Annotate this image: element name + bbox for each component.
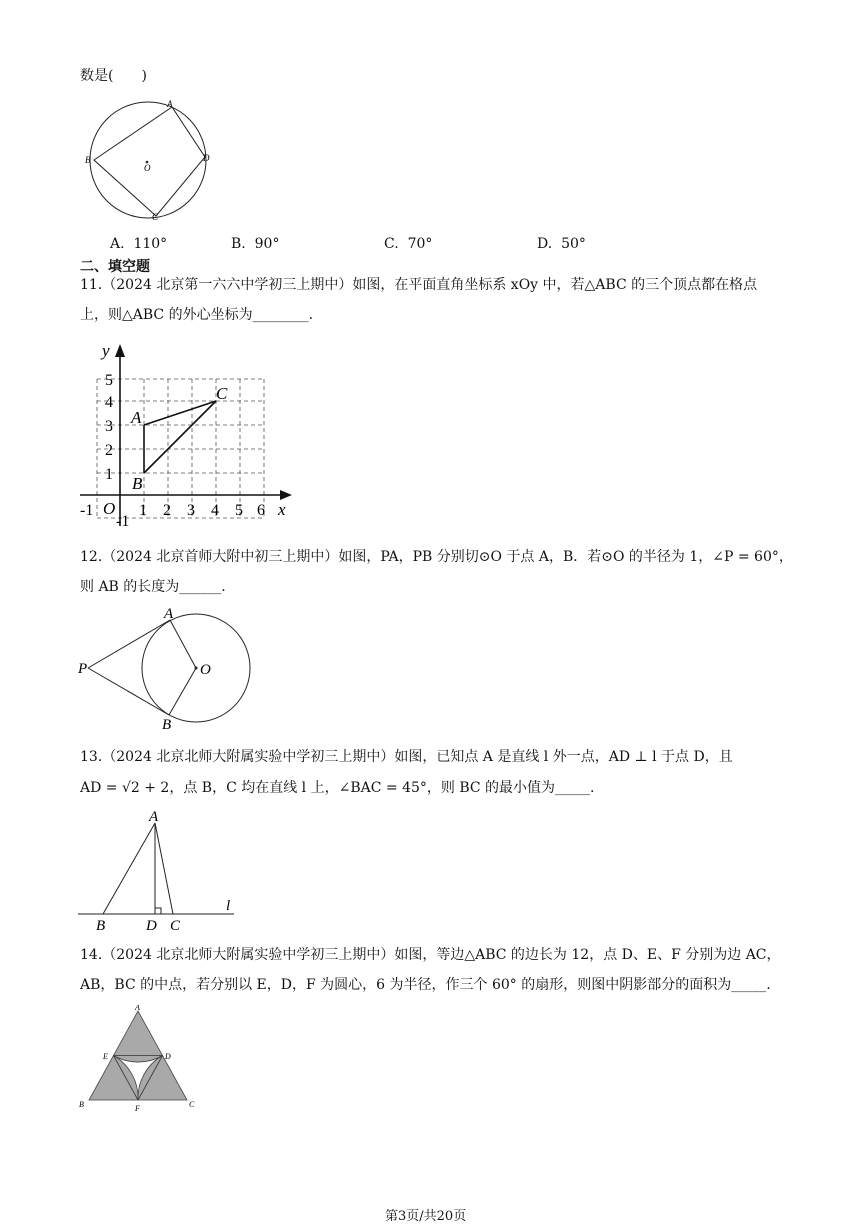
x-tick: 5 (235, 502, 243, 519)
q13-line2: AD = √2 + 2，点 B，C 均在直线 l 上，∠BAC = 45°，则 BC 的最小值为_____. (80, 780, 595, 796)
y-tick: 4 (105, 394, 113, 411)
option-d: D. 50° (537, 236, 586, 252)
q12-line1: 12.（2024 北京首师大附中初三上期中）如图，PA，PB 分别切⊙O 于点 A，B．若⊙O 的半径为 1，∠P = 60°， (80, 549, 793, 565)
label-O: O (144, 163, 151, 173)
label-A: A (149, 809, 159, 825)
option-a: A. 110° (110, 236, 168, 252)
q14-line2: AB，BC 的中点，若分别以 E，D，F 为圆心，6 为半径，作三个 60° 的扇形，则图中阴影部分的面积为_____. (80, 977, 771, 993)
point-B-label: B (132, 474, 143, 493)
axis-x-label: x (278, 500, 286, 519)
figure-triangle-line (76, 806, 241, 934)
x-tick: 1 (139, 502, 147, 519)
y-tick: 2 (105, 442, 113, 459)
label-B: B (79, 1100, 84, 1109)
x-tick: 2 (163, 502, 171, 519)
label-l: l (226, 898, 231, 914)
label-P: P (78, 661, 88, 677)
q12-line2: 则 AB 的长度为______. (80, 579, 226, 595)
figure-circle-quadrilateral (80, 95, 230, 225)
y-tick: 3 (105, 418, 113, 435)
y-tick: 1 (105, 466, 113, 483)
label-B: B (85, 155, 91, 165)
section-title: 二、填空题 (80, 259, 150, 275)
label-D: D (203, 153, 210, 163)
q13-line1: 13.（2024 北京北师大附属实验中学初三上期中）如图，已知点 A 是直线 l 外一点，AD ⊥ l 于点 D，且 (80, 749, 733, 765)
origin-label: O (103, 499, 116, 518)
y-tick: 5 (105, 372, 113, 389)
page-footer: 第3页/共20页 (385, 1209, 467, 1224)
label-B: B (162, 717, 172, 731)
label-D: D (146, 918, 157, 934)
label-B: B (96, 918, 106, 934)
q11-line1: 11.（2024 北京第一六六中学初三上期中）如图，在平面直角坐标系 xOy 中，若△ABC 的三个顶点都在格点 (80, 277, 758, 293)
q11-line2: 上，则△ABC 的外心坐标为________. (80, 307, 314, 323)
x-tick: 6 (257, 502, 265, 519)
question-continuation: 数是( ) (80, 68, 147, 84)
label-E: E (103, 1052, 108, 1061)
label-A: A (164, 606, 174, 622)
point-A-label: A (131, 408, 142, 427)
figure-tangent-circle (76, 603, 261, 731)
label-C: C (152, 212, 159, 222)
figure-coordinate-grid (76, 338, 298, 528)
label-A: A (135, 1005, 140, 1012)
label-C: C (170, 918, 181, 934)
option-c: C. 70° (384, 236, 433, 252)
figure-equilateral-sectors (76, 1005, 201, 1117)
label-A: A (167, 99, 173, 109)
q14-line1: 14.（2024 北京北师大附属实验中学初三上期中）如图，等边△ABC 的边长为 12，点 D、E、F 分别为边 AC， (80, 947, 781, 963)
axis-y-label: y (102, 341, 110, 360)
label-O: O (200, 662, 211, 678)
option-b: B. 90° (231, 236, 280, 252)
x-tick: 4 (211, 502, 219, 519)
y-tick: -1 (116, 513, 130, 528)
label-D: D (165, 1052, 171, 1061)
x-tick: 3 (187, 502, 195, 519)
x-tick: -1 (80, 502, 94, 519)
label-C: C (189, 1100, 195, 1109)
label-F: F (135, 1104, 140, 1113)
point-C-label: C (216, 384, 228, 403)
